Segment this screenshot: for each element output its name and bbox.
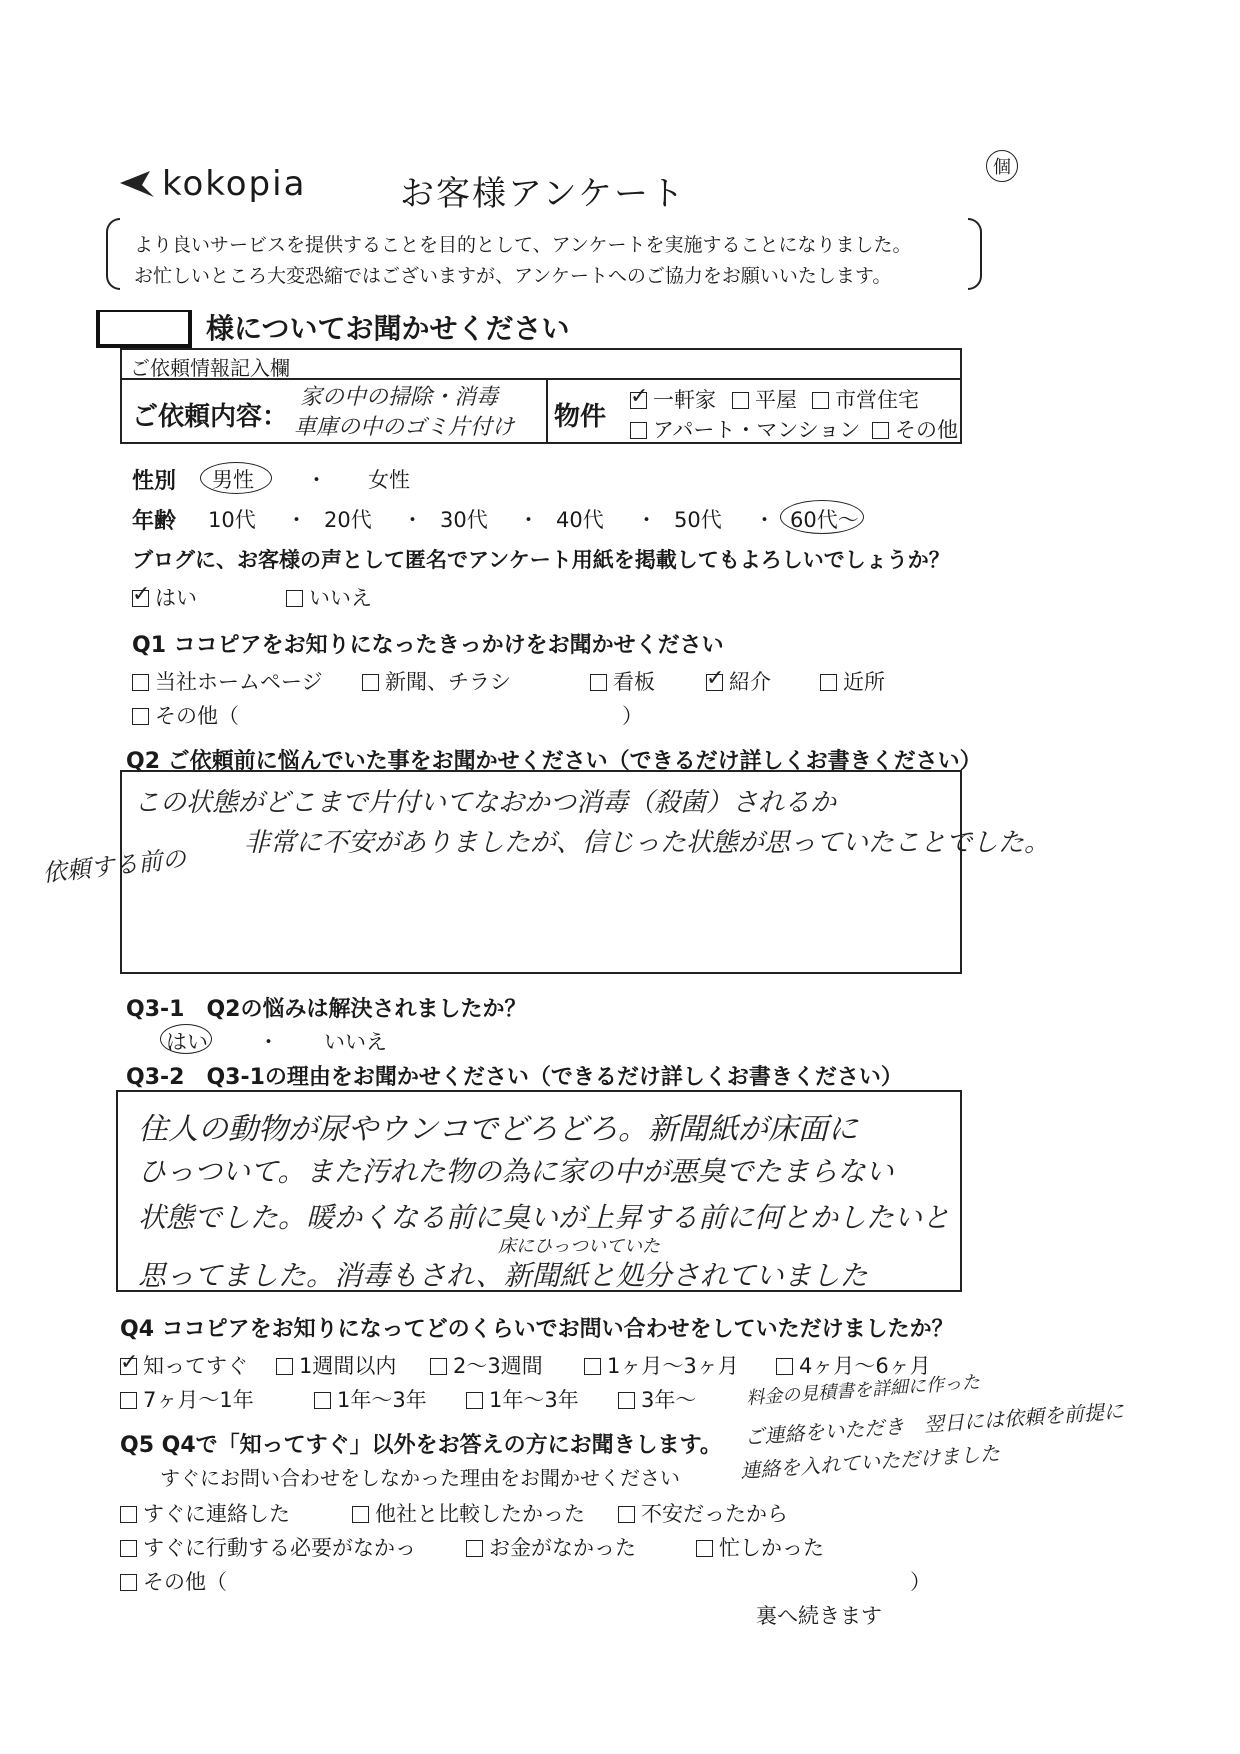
- property-option-apartment[interactable]: アパート・マンション: [630, 414, 860, 444]
- q1-option-newspaper[interactable]: 新聞、チラシ: [362, 666, 511, 696]
- logo-mark-icon: [120, 171, 156, 197]
- intro-bracket-right: [968, 218, 982, 290]
- q4-option-7-months-1-year[interactable]: 7ヶ月〜1年: [120, 1384, 254, 1414]
- q2-question: Q2 ご依頼前に悩んでいた事をお聞かせください（できるだけ詳しくお書きください）: [126, 749, 982, 774]
- q1-option-signboard[interactable]: 看板: [590, 666, 655, 696]
- age-separator: ・: [402, 508, 423, 532]
- blog-option-yes[interactable]: ✓ はい: [132, 582, 197, 610]
- q5-option-contacted-immediately[interactable]: すぐに連絡した: [120, 1498, 290, 1528]
- q3-2-answer-line-4: 思ってました。消毒もされ、新聞紙と処分されていました: [138, 1259, 868, 1292]
- q3-2-insert-note: 床にひっついていた: [498, 1236, 660, 1257]
- q3-2-answer-line-1: 住人の動物が尿やウンコでどろどろ。新聞紙が床面に: [138, 1112, 858, 1147]
- q3-1-question: Q3-1 Q2の悩みは解決されましたか？: [126, 997, 527, 1022]
- age-option-10s[interactable]: 10代: [208, 508, 256, 532]
- q4-option-2-3-weeks[interactable]: 2〜3週間: [430, 1350, 543, 1380]
- q1-option-referral[interactable]: ✓ 紹介: [706, 666, 771, 694]
- age-option-30s[interactable]: 30代: [440, 508, 488, 532]
- q1-other-close: ）: [622, 704, 643, 728]
- q4-option-1-3-years[interactable]: 1年〜3年: [314, 1384, 427, 1414]
- age-option-50s[interactable]: 50代: [674, 508, 722, 532]
- q5-option-compare-companies[interactable]: 他社と比較したかった: [352, 1498, 585, 1528]
- form-title: お客様アンケート: [400, 174, 686, 214]
- q3-1-option-no[interactable]: いいえ: [324, 1030, 387, 1054]
- age-separator: ・: [286, 508, 307, 532]
- q3-1-separator: ・: [258, 1030, 279, 1054]
- personal-info-mark: 個: [986, 150, 1018, 182]
- property-option-municipal[interactable]: 市営住宅: [812, 384, 919, 414]
- brand-name: kokopia: [162, 164, 307, 204]
- property-divider: [546, 378, 548, 444]
- request-content-label: ご依頼内容：: [132, 402, 289, 432]
- q1-option-other[interactable]: その他（: [132, 700, 239, 730]
- q4-option-4-6-months[interactable]: 4ヶ月〜6ヶ月: [776, 1350, 931, 1380]
- gender-option-male[interactable]: 男性: [212, 468, 254, 492]
- property-label: 物件: [554, 402, 607, 432]
- q4-option-1-3-years-2[interactable]: 1年〜3年: [466, 1384, 579, 1414]
- q5-question: Q5 Q4で「知ってすぐ」以外をお答えの方にお聞きします。: [120, 1433, 722, 1458]
- q3-1-option-yes[interactable]: はい: [166, 1030, 208, 1054]
- request-info-title: ご依頼情報記入欄: [130, 356, 290, 380]
- q4-handwritten-note-3: 連絡を入れていただけました: [739, 1440, 1001, 1484]
- age-separator: ・: [754, 508, 775, 532]
- q4-option-3-years-plus[interactable]: 3年〜: [618, 1384, 696, 1414]
- customer-name-redacted: [96, 310, 192, 348]
- q3-2-answer-line-2: ひっついて。また汚れた物の為に家の中が悪臭でたまらない: [138, 1155, 894, 1188]
- q4-question: Q4 ココピアをお知りになってどのくらいでお問い合わせをしていただけましたか？: [120, 1317, 954, 1342]
- q1-option-neighborhood[interactable]: 近所: [820, 666, 885, 696]
- intro-line-1: より良いサービスを提供することを目的として、アンケートを実施することになりました。: [134, 234, 912, 256]
- age-option-20s[interactable]: 20代: [324, 508, 372, 532]
- q5-other-close: ）: [910, 1570, 931, 1594]
- q5-option-busy[interactable]: 忙しかった: [696, 1532, 824, 1562]
- q5-option-no-urgency[interactable]: すぐに行動する必要がなかっ: [120, 1532, 416, 1562]
- property-option-other[interactable]: その他: [872, 414, 958, 444]
- q1-question: Q1 ココピアをお知りになったきっかけをお聞かせください: [132, 633, 724, 658]
- gender-separator: ・: [306, 468, 327, 492]
- q5-option-no-money[interactable]: お金がなかった: [466, 1532, 636, 1562]
- blog-option-no[interactable]: いいえ: [286, 582, 372, 612]
- q3-2-answer-line-3: 状態でした。暖かくなる前に臭いが上昇する前に何とかしたいと: [138, 1201, 951, 1234]
- age-separator: ・: [636, 508, 657, 532]
- q1-option-homepage[interactable]: 当社ホームページ: [132, 666, 323, 696]
- age-option-40s[interactable]: 40代: [556, 508, 604, 532]
- q4-handwritten-note-1: 料金の見積書を詳細に作った: [745, 1371, 981, 1410]
- property-option-house[interactable]: ✓ 一軒家: [630, 384, 716, 412]
- gender-option-female[interactable]: 女性: [368, 468, 410, 492]
- blog-question: ブログに、お客様の声として匿名でアンケート用紙を掲載してもよろしいでしょうか？: [132, 548, 950, 572]
- q2-answer-line-1: この状態がどこまで片付いてなおかつ消毒（殺菌）されるか: [134, 788, 837, 818]
- q4-option-1-3-months[interactable]: 1ヶ月〜3ヶ月: [584, 1350, 739, 1380]
- intro-line-2: お忙しいところ大変恐縮ではございますが、アンケートへのご協力をお願いいたします。: [134, 265, 892, 287]
- q5-option-anxious[interactable]: 不安だったから: [618, 1498, 788, 1528]
- request-content-line-1: 家の中の掃除・消毒: [300, 385, 499, 410]
- q5-option-other[interactable]: その他（: [120, 1566, 227, 1596]
- property-option-one-story[interactable]: 平屋: [732, 384, 797, 414]
- q4-option-within-1-week[interactable]: 1週間以内: [276, 1350, 396, 1380]
- intro-bracket-left: [106, 218, 120, 290]
- q5-subquestion: すぐにお問い合わせをしなかった理由をお聞かせください: [160, 1466, 680, 1490]
- q4-handwritten-note-2: ご連絡をいただき 翌日には依頼を前提に: [743, 1398, 1125, 1450]
- q2-margin-note: 依頼する前の: [41, 844, 188, 888]
- q2-answer-line-2: 非常に不安がありましたが、信じった状態が思っていたことでした。: [244, 828, 1051, 858]
- q3-2-question: Q3-2 Q3-1の理由をお聞かせください（できるだけ詳しくお書きください）: [126, 1065, 903, 1090]
- customer-heading: 様についてお聞かせください: [206, 312, 570, 345]
- brand-logo: [120, 164, 306, 204]
- q4-option-immediately[interactable]: ✓ 知ってすぐ: [120, 1350, 248, 1378]
- request-content-line-2: 車庫の中のゴミ片付け: [294, 415, 515, 440]
- age-separator: ・: [518, 508, 539, 532]
- age-option-60s-plus[interactable]: 60代〜: [790, 508, 859, 532]
- continue-on-back: 裏へ続きます: [756, 1604, 882, 1628]
- age-label: 年齢: [132, 509, 177, 534]
- gender-label: 性別: [132, 469, 177, 494]
